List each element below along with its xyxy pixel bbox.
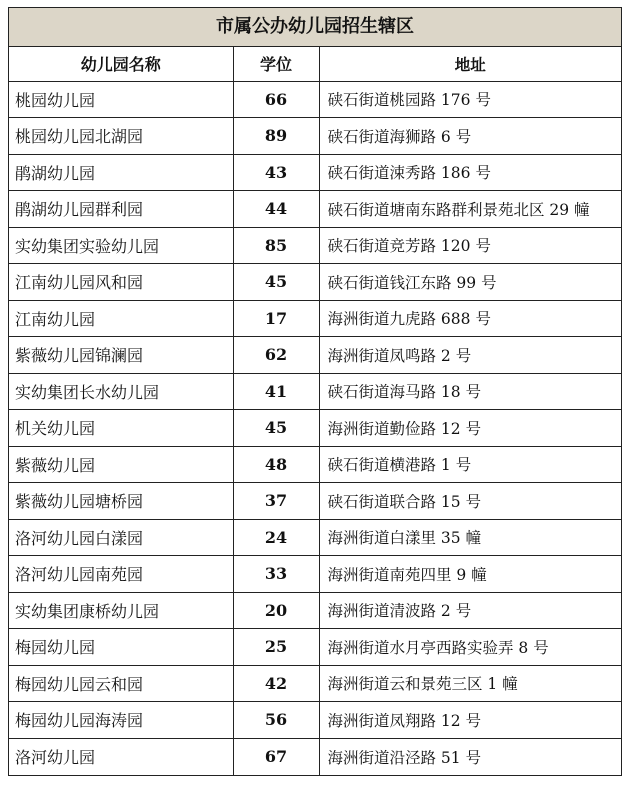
kindergarten-address: 海洲街道勤俭路 12 号	[319, 410, 621, 447]
enrollment-table-sheet	[8, 7, 622, 776]
table-row	[9, 556, 621, 593]
kindergarten-name: 洛河幼儿园	[9, 738, 233, 775]
table-row	[9, 592, 621, 629]
seat-count: 42	[233, 665, 319, 702]
seat-count: 67	[233, 738, 319, 775]
table-row	[9, 519, 621, 556]
seat-count: 85	[233, 227, 319, 264]
seat-count: 62	[233, 337, 319, 374]
kindergarten-address: 硖石街道联合路 15 号	[319, 483, 621, 520]
table-row	[9, 81, 621, 118]
kindergarten-address: 海洲街道水月亭西路实验弄 8 号	[319, 629, 621, 666]
seat-count: 20	[233, 592, 319, 629]
kindergarten-table	[9, 47, 621, 775]
seat-count: 89	[233, 118, 319, 155]
kindergarten-name: 桃园幼儿园	[9, 81, 233, 118]
kindergarten-name: 洛河幼儿园南苑园	[9, 556, 233, 593]
kindergarten-name: 鹃湖幼儿园群利园	[9, 191, 233, 228]
table-row	[9, 373, 621, 410]
kindergarten-address: 硖石街道桃园路 176 号	[319, 81, 621, 118]
header-row	[9, 47, 621, 81]
table-row	[9, 118, 621, 155]
seat-count: 45	[233, 264, 319, 301]
kindergarten-name: 江南幼儿园	[9, 300, 233, 337]
table-row	[9, 702, 621, 739]
kindergarten-name: 紫薇幼儿园塘桥园	[9, 483, 233, 520]
kindergarten-name: 紫薇幼儿园	[9, 446, 233, 483]
kindergarten-name: 实幼集团长水幼儿园	[9, 373, 233, 410]
table-row	[9, 191, 621, 228]
kindergarten-address: 海洲街道清波路 2 号	[319, 592, 621, 629]
seat-count: 17	[233, 300, 319, 337]
kindergarten-address: 海洲街道南苑四里 9 幢	[319, 556, 621, 593]
kindergarten-name: 实幼集团康桥幼儿园	[9, 592, 233, 629]
seat-count: 37	[233, 483, 319, 520]
kindergarten-address: 海洲街道沿泾路 51 号	[319, 738, 621, 775]
kindergarten-name: 桃园幼儿园北湖园	[9, 118, 233, 155]
kindergarten-address: 海洲街道白漾里 35 幢	[319, 519, 621, 556]
table-body	[9, 81, 621, 775]
seat-count: 48	[233, 446, 319, 483]
kindergarten-address: 硖石街道横港路 1 号	[319, 446, 621, 483]
table-row	[9, 738, 621, 775]
kindergarten-address: 硖石街道海狮路 6 号	[319, 118, 621, 155]
table-row	[9, 300, 621, 337]
table-row	[9, 446, 621, 483]
kindergarten-address: 海洲街道凤鸣路 2 号	[319, 337, 621, 374]
seat-count: 43	[233, 154, 319, 191]
kindergarten-address: 海洲街道云和景苑三区 1 幢	[319, 665, 621, 702]
kindergarten-address: 硖石街道钱江东路 99 号	[319, 264, 621, 301]
table-row	[9, 264, 621, 301]
header-address: 地址	[319, 47, 621, 81]
kindergarten-name: 江南幼儿园风和园	[9, 264, 233, 301]
seat-count: 24	[233, 519, 319, 556]
seat-count: 56	[233, 702, 319, 739]
kindergarten-address: 硖石街道涑秀路 186 号	[319, 154, 621, 191]
table-row	[9, 154, 621, 191]
header-name: 幼儿园名称	[9, 47, 233, 81]
kindergarten-address: 硖石街道塘南东路群利景苑北区 29 幢	[319, 191, 621, 228]
kindergarten-address: 海洲街道九虎路 688 号	[319, 300, 621, 337]
seat-count: 41	[233, 373, 319, 410]
table-row	[9, 629, 621, 666]
kindergarten-address: 硖石街道海马路 18 号	[319, 373, 621, 410]
kindergarten-name: 实幼集团实验幼儿园	[9, 227, 233, 264]
kindergarten-name: 梅园幼儿园	[9, 629, 233, 666]
seat-count: 45	[233, 410, 319, 447]
kindergarten-address: 海洲街道凤翔路 12 号	[319, 702, 621, 739]
kindergarten-name: 机关幼儿园	[9, 410, 233, 447]
seat-count: 44	[233, 191, 319, 228]
table-title: 市属公办幼儿园招生辖区	[9, 8, 621, 47]
kindergarten-name: 梅园幼儿园海涛园	[9, 702, 233, 739]
table-row	[9, 665, 621, 702]
seat-count: 66	[233, 81, 319, 118]
kindergarten-name: 梅园幼儿园云和园	[9, 665, 233, 702]
kindergarten-name: 紫薇幼儿园锦澜园	[9, 337, 233, 374]
table-row	[9, 227, 621, 264]
table-row	[9, 483, 621, 520]
table-row	[9, 337, 621, 374]
kindergarten-name: 洛河幼儿园白漾园	[9, 519, 233, 556]
seat-count: 25	[233, 629, 319, 666]
kindergarten-address: 硖石街道竞芳路 120 号	[319, 227, 621, 264]
header-seats: 学位	[233, 47, 319, 81]
table-row	[9, 410, 621, 447]
seat-count: 33	[233, 556, 319, 593]
kindergarten-name: 鹃湖幼儿园	[9, 154, 233, 191]
